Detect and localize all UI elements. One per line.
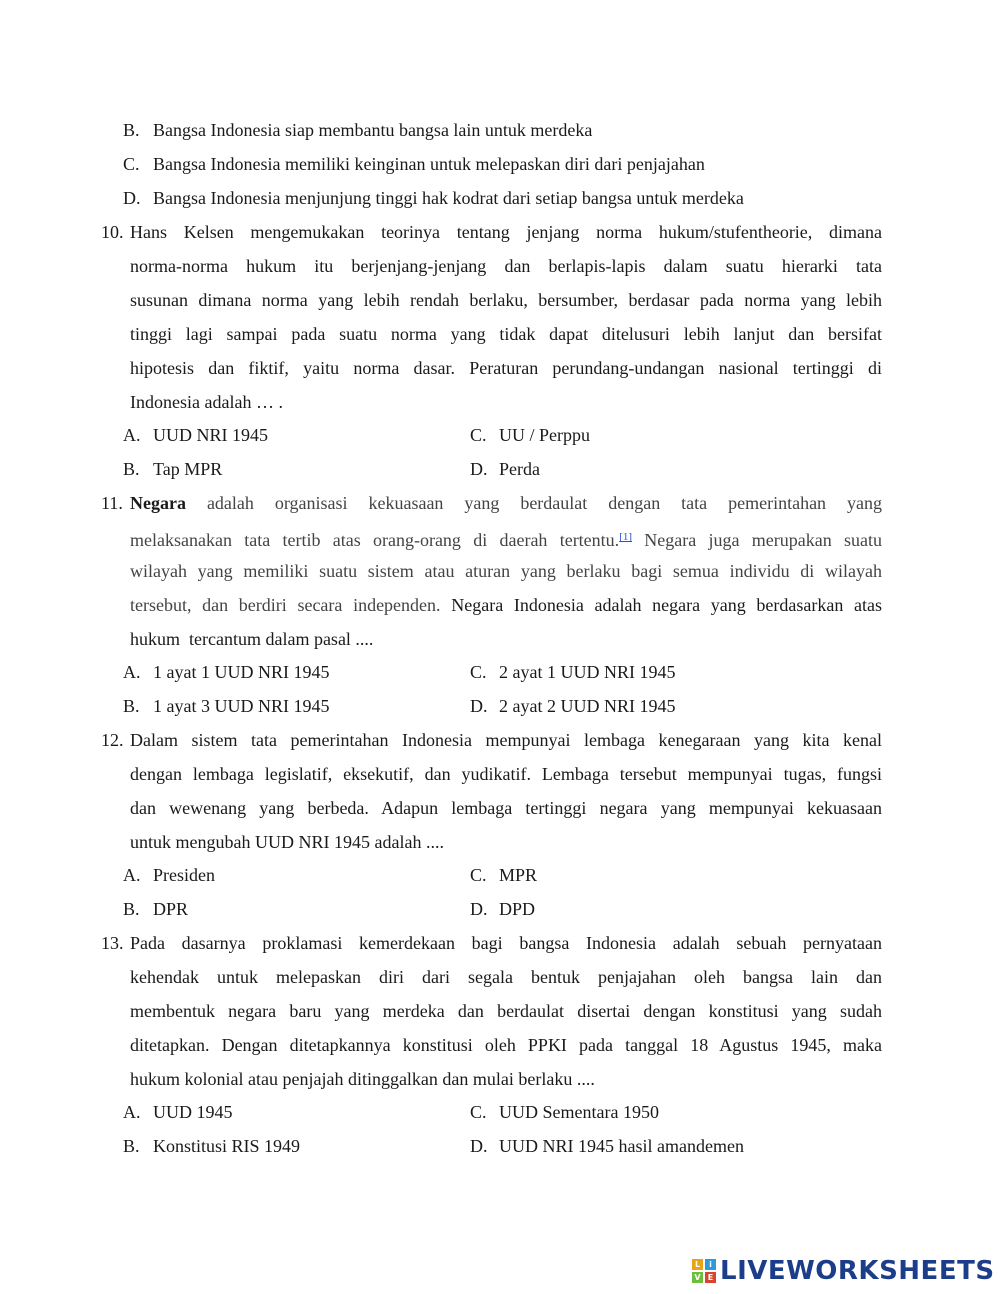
option-item[interactable] — [470, 1135, 744, 1157]
logo-block: V — [692, 1272, 703, 1283]
option-text: MPR — [499, 865, 538, 885]
option-letter: D. — [470, 459, 488, 479]
option-item[interactable] — [123, 153, 705, 175]
question-text-segment: Negara Indonesia adalah negara yang berdasarkan atas — [451, 595, 883, 615]
question-text-line: kehendak untuk melepaskan diri dari segala bentuk penjajahan oleh bangsa lain dan — [130, 967, 882, 987]
question-text-line: Hans Kelsen mengemukakan teorinya tentang jenjang norma hukum/stufentheorie, dimana — [130, 222, 882, 242]
option-item[interactable] — [123, 119, 593, 141]
question-text-segment: tersebut, dan berdiri secara independen. — [130, 595, 441, 615]
option-text: Konstitusi RIS 1949 — [153, 1136, 301, 1156]
question-text-line: Dalam sistem tata pemerintahan Indonesia mempunyai lembaga kenegaraan yang kita kenal — [130, 730, 882, 750]
question-text-line: dengan lembaga legislatif, eksekutif, dan yudikatif. Lembaga tersebut mempunyai tugas, fungsi — [130, 764, 882, 784]
question-text-line: hukum tercantum dalam pasal .... — [130, 629, 374, 649]
question-text-line: Indonesia adalah … . — [130, 392, 283, 412]
option-item[interactable] — [123, 1101, 233, 1123]
logo-blocks-icon — [692, 1259, 716, 1283]
option-item[interactable] — [123, 187, 744, 209]
option-letter: A. — [123, 1102, 141, 1122]
option-text: UUD NRI 1945 hasil amandemen — [499, 1136, 744, 1156]
option-item[interactable] — [470, 864, 538, 886]
option-text: 1 ayat 1 UUD NRI 1945 — [153, 662, 330, 682]
option-text: Perda — [499, 459, 540, 479]
option-item[interactable] — [470, 458, 540, 480]
option-item[interactable] — [123, 1135, 301, 1157]
question-text-line: membentuk negara baru yang merdeka dan berdaulat disertai dengan konstitusi yang sudah — [130, 1001, 882, 1021]
logo-block: E — [705, 1272, 716, 1283]
option-letter: C. — [470, 425, 487, 445]
option-text: 1 ayat 3 UUD NRI 1945 — [153, 696, 330, 716]
option-text: UUD Sementara 1950 — [499, 1102, 659, 1122]
option-letter: D. — [470, 1136, 488, 1156]
question-text-line — [130, 526, 882, 551]
option-text: Tap MPR — [153, 459, 223, 479]
option-text: Bangsa Indonesia siap membantu bangsa lain untuk merdeka — [153, 120, 593, 140]
question-text-line: hipotesis dan fiktif, yaitu norma dasar. Peraturan perundang-undangan nasional tertinggi di — [130, 358, 882, 378]
option-text: 2 ayat 2 UUD NRI 1945 — [499, 696, 676, 716]
logo-block: L — [692, 1259, 703, 1270]
question-text-segment: Negara juga merupakan suatu — [644, 530, 883, 550]
option-text: Bangsa Indonesia menjunjung tinggi hak kodrat dari setiap bangsa untuk merdeka — [153, 188, 744, 208]
option-letter: A. — [123, 865, 141, 885]
option-item[interactable] — [470, 695, 676, 717]
option-item[interactable] — [470, 898, 536, 920]
option-text: Bangsa Indonesia memiliki keinginan untuk melepaskan diri dari penjajahan — [153, 154, 705, 174]
option-letter: B. — [123, 459, 140, 479]
footnote-reference-link[interactable]: [1] — [619, 531, 633, 543]
question-number: 12. — [101, 730, 124, 750]
bold-term: Negara — [130, 493, 186, 513]
option-letter: C. — [470, 662, 487, 682]
question-text-line: untuk mengubah UUD NRI 1945 adalah .... — [130, 832, 444, 852]
option-text: UUD 1945 — [153, 1102, 233, 1122]
question-text-segment: adalah organisasi kekuasaan yang berdaulat dengan tata pemerintahan yang — [206, 493, 882, 513]
question-text-line — [130, 492, 882, 514]
option-item[interactable] — [123, 424, 268, 446]
option-item[interactable] — [470, 661, 676, 683]
question-text-line: dan wewenang yang berbeda. Adapun lembaga tertinggi negara yang mempunyai kekuasaan — [130, 798, 882, 818]
option-letter: B. — [123, 696, 140, 716]
question-text-line: susunan dimana norma yang lebih rendah berlaku, bersumber, berdasar pada norma yang lebih — [130, 290, 882, 310]
option-text: Presiden — [153, 865, 215, 885]
option-item[interactable] — [123, 864, 215, 886]
option-letter: B. — [123, 899, 140, 919]
option-letter: B. — [123, 1136, 140, 1156]
question-text-line — [130, 594, 882, 616]
logo-block: i — [705, 1259, 716, 1270]
question-number: 13. — [101, 933, 124, 953]
question-text-line: norma-norma hukum itu berjenjang-jenjang dan berlapis-lapis dalam suatu hierarki tata — [130, 256, 882, 276]
question-text-line: ditetapkan. Dengan ditetapkannya konstitusi oleh PPKI pada tanggal 18 Agustus 1945, maka — [130, 1035, 882, 1055]
option-item[interactable] — [123, 695, 330, 717]
option-item[interactable] — [470, 424, 590, 446]
option-letter: D. — [470, 696, 488, 716]
question-text-line: Pada dasarnya proklamasi kemerdekaan bagi bangsa Indonesia adalah sebuah pernyataan — [130, 933, 882, 953]
option-letter: A. — [123, 662, 141, 682]
option-letter: C. — [470, 1102, 487, 1122]
option-item[interactable] — [470, 1101, 659, 1123]
option-letter: B. — [123, 120, 140, 140]
liveworksheets-logo[interactable] — [692, 1257, 995, 1285]
option-letter: D. — [470, 899, 488, 919]
question-number: 11. — [101, 493, 123, 513]
option-letter: A. — [123, 425, 141, 445]
option-text: UU / Perppu — [499, 425, 590, 445]
option-item[interactable] — [123, 458, 223, 480]
option-text: UUD NRI 1945 — [153, 425, 268, 445]
logo-text: LIVEWORKSHEETS — [720, 1256, 995, 1286]
option-item[interactable] — [123, 661, 330, 683]
question-text-segment: melaksanakan tata tertib atas orang-orang di daerah tertentu. — [130, 530, 620, 550]
option-item[interactable] — [123, 898, 189, 920]
option-letter: D. — [123, 188, 141, 208]
question-text-line: hukum kolonial atau penjajah ditinggalkan dan mulai berlaku .... — [130, 1069, 595, 1089]
question-text-line: wilayah yang memiliki suatu sistem atau aturan yang berlaku bagi semua individu di wilayah — [130, 561, 882, 581]
option-text: DPD — [499, 899, 536, 919]
option-text: 2 ayat 1 UUD NRI 1945 — [499, 662, 676, 682]
option-text: DPR — [153, 899, 189, 919]
option-letter: C. — [470, 865, 487, 885]
question-text-line: tinggi lagi sampai pada suatu norma yang tidak dapat ditelusuri lebih lanjut dan bersifat — [130, 324, 882, 344]
question-number: 10. — [101, 222, 124, 242]
option-letter: C. — [123, 154, 140, 174]
